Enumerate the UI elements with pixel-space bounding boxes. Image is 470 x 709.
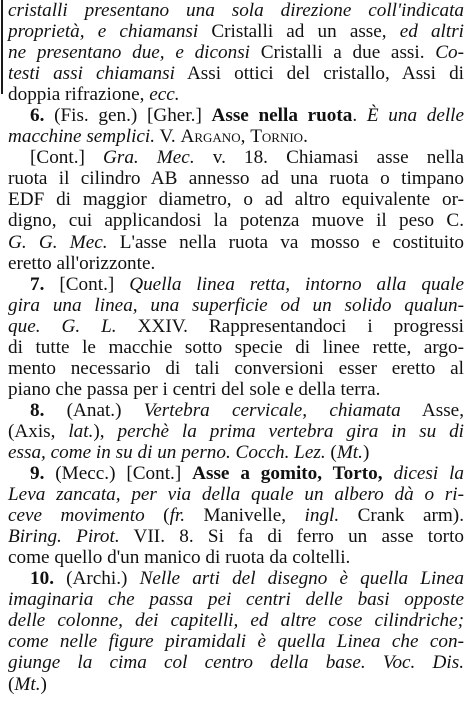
sense-8-heading: 8. (Anat.) Vertebra cervicale, chiamata Asse, <box>30 399 464 421</box>
text-line: giunge la cima col centro della base. Voc. Dis. <box>8 652 464 674</box>
text-line: eretto all'orizzonte. <box>8 252 156 274</box>
text-line: mento necessario di tali conversioni esser eretto al <box>8 357 464 379</box>
text-line: [Cont.] Gra. Mec. v. 18. Chiamasi asse nella <box>30 147 464 169</box>
text-line: EDF di maggior diametro, o ad altro equivalente or- <box>8 189 464 211</box>
text-line: ruota il cilindro AB annesso ad una ruota o timpano <box>8 168 464 190</box>
text-line: gira una linea, una superficie od un solido qualun- <box>8 294 464 316</box>
text-line: ceve movimento (fr. Manivelle, ingl. Crank arm). <box>8 505 464 527</box>
text-line: ne presentano due, e diconsi Cristalli a due assi. Co- <box>8 42 465 64</box>
sense-7-heading: 7. [Cont.] Quella linea retta, intorno alla quale <box>30 273 464 295</box>
text-line: (Mt.) <box>8 673 47 695</box>
entry-text-block <box>8 0 464 695</box>
sense-6-heading: 6. (Fis. gen.) [Gher.] Asse nella ruota. È una delle <box>30 105 465 127</box>
text-line: cristalli presentano una sola direzione coll'indicata <box>8 0 464 21</box>
text-line: come nelle figure piramidali è quella Linea che con- <box>8 631 464 653</box>
margin-rule <box>1 0 3 94</box>
text-line: imaginaria che passa pei centri delle basi opposte <box>8 589 464 611</box>
sense-9-heading: 9. (Mecc.) [Cont.] Asse a gomito, Torto, dicesi la <box>30 463 465 485</box>
text-line: proprietà, e chiamansi Cristalli ad un asse, ed altri <box>8 21 465 43</box>
sense-10-heading: 10. (Archi.) Nelle arti del disegno è quella Linea <box>30 568 465 590</box>
text-line: G. G. Mec. L'asse nella ruota va mosso e costituito <box>8 231 464 253</box>
text-line: digno, cui applicandosi la potenza muove il peso C. <box>8 210 464 232</box>
text-line: Biring. Pirot. VII. 8. Si fa di ferro un asse torto <box>8 526 464 548</box>
text-line: essa, come in su di un perno. Cocch. Lez. (Mt.) <box>8 441 370 463</box>
text-line: piano che passa per i centri del sole e della terra. <box>8 378 381 400</box>
text-line: doppia rifrazione, ecc. <box>8 84 180 106</box>
text-line: come quello d'un manico di ruota da coltelli. <box>8 547 351 569</box>
text-line: di tutte le macchie sotto specie di linee rette, argo- <box>8 336 464 358</box>
text-line: delle colonne, dei capitelli, ed altre cose cilindriche; <box>8 610 464 632</box>
text-line: testi assi chiamansi Assi ottici del cristallo, Assi di <box>8 63 464 85</box>
text-line: macchine semplici. V. Argano, Tornio. <box>8 126 308 148</box>
text-line: (Axis, lat.), perchè la prima vertebra gira in su di <box>8 420 464 442</box>
text-line: que. G. L. XXIV. Rappresentandoci i progressi <box>8 315 464 337</box>
text-line: Leva zancata, per via della quale un albero dà o ri- <box>8 484 464 506</box>
